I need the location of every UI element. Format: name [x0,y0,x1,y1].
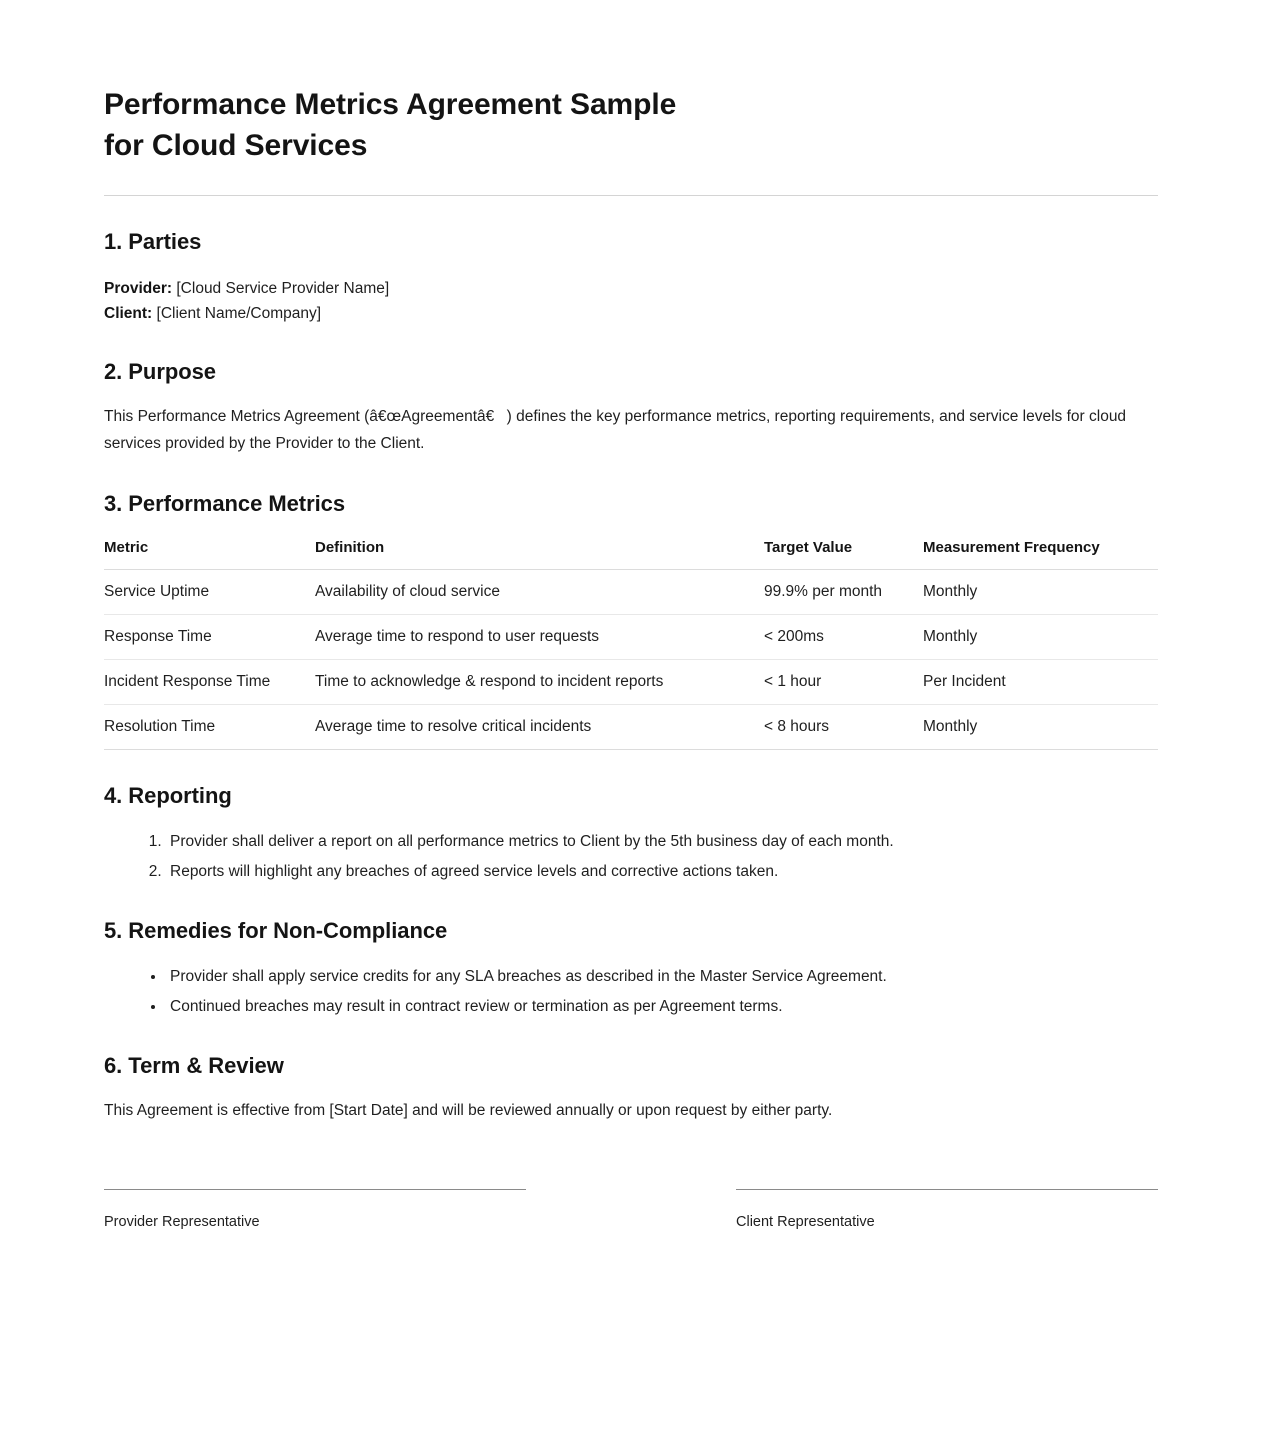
cell-frequency: Monthly [923,704,1158,749]
cell-metric: Incident Response Time [104,659,315,704]
table-header-row [104,539,1158,570]
column-header-metric: Metric [104,539,315,570]
section-heading-remedies: 5. Remedies for Non-Compliance [104,918,448,944]
cell-definition: Average time to respond to user requests [315,614,764,659]
provider-signature-column [104,1189,526,1230]
provider-line [104,276,1158,301]
column-header-measurement-frequency: Measurement Frequency [923,539,1158,570]
signature-block [104,1189,1158,1230]
client-signature-line [736,1189,1158,1190]
parties-block [104,276,1158,327]
remedies-list [104,963,1158,1020]
provider-signature-label: Provider Representative [104,1214,260,1231]
cell-target: < 1 hour [764,659,923,704]
column-header-definition: Definition [315,539,764,570]
list-item: 1. Provider shall deliver a report on all performance metrics to Client by the 5th business day of each month. [166,828,1158,855]
cell-target: 99.9% per month [764,569,923,614]
provider-label: Provider: [104,279,173,297]
cell-target: < 200ms [764,614,923,659]
list-item: • Provider shall apply service credits for any SLA breaches as described in the Master Service Agreement. [166,963,1158,990]
provider-signature-line [104,1189,526,1190]
client-label: Client: [104,305,153,323]
list-item: 2. Reports will highlight any breaches of agreed service levels and corrective actions taken. [166,858,1158,885]
section-heading-purpose: 2. Purpose [104,359,216,385]
cell-metric: Response Time [104,614,315,659]
purpose-paragraph: This Performance Metrics Agreement (â€œAgreementâ€) defines the key performance metrics, reporting requirements, and service levels for cloud services provided by the Provider to the Client. [104,408,1127,453]
page-title [104,84,864,167]
term-review-paragraph: This Agreement is effective from [Start Date] and will be reviewed annually or upon request by either party. [104,1102,833,1120]
client-signature-column [736,1189,1158,1230]
section-heading-reporting: 4. Reporting [104,782,232,808]
cell-metric: Service Uptime [104,569,315,614]
cell-definition: Average time to resolve critical incidents [315,704,764,749]
cell-frequency: Per Incident [923,659,1158,704]
table-row [104,614,1158,659]
column-header-target-value: Target Value [764,539,923,570]
client-line [104,301,1158,326]
cell-target: < 8 hours [764,704,923,749]
section-heading-term-review: 6. Term & Review [104,1053,284,1079]
page-title-line-1: Performance Metrics Agreement Sample [104,88,677,121]
table-row [104,704,1158,749]
reporting-list [104,828,1158,885]
table-row [104,659,1158,704]
cell-definition: Availability of cloud service [315,569,764,614]
cell-frequency: Monthly [923,569,1158,614]
performance-metrics-table [104,539,1158,750]
title-divider [104,195,1158,196]
client-signature-label: Client Representative [736,1214,875,1231]
section-heading-parties: 1. Parties [104,228,202,254]
table-row [104,569,1158,614]
cell-frequency: Monthly [923,614,1158,659]
cell-metric: Resolution Time [104,704,315,749]
page-title-line-2: for Cloud Services [104,129,368,163]
cell-definition: Time to acknowledge & respond to incident reports [315,659,764,704]
section-heading-performance-metrics: 3. Performance Metrics [104,490,346,516]
list-item: • Continued breaches may result in contract review or termination as per Agreement terms. [166,993,1158,1020]
client-value: [Client Name/Company] [156,305,322,323]
provider-value: [Cloud Service Provider Name] [176,279,390,297]
